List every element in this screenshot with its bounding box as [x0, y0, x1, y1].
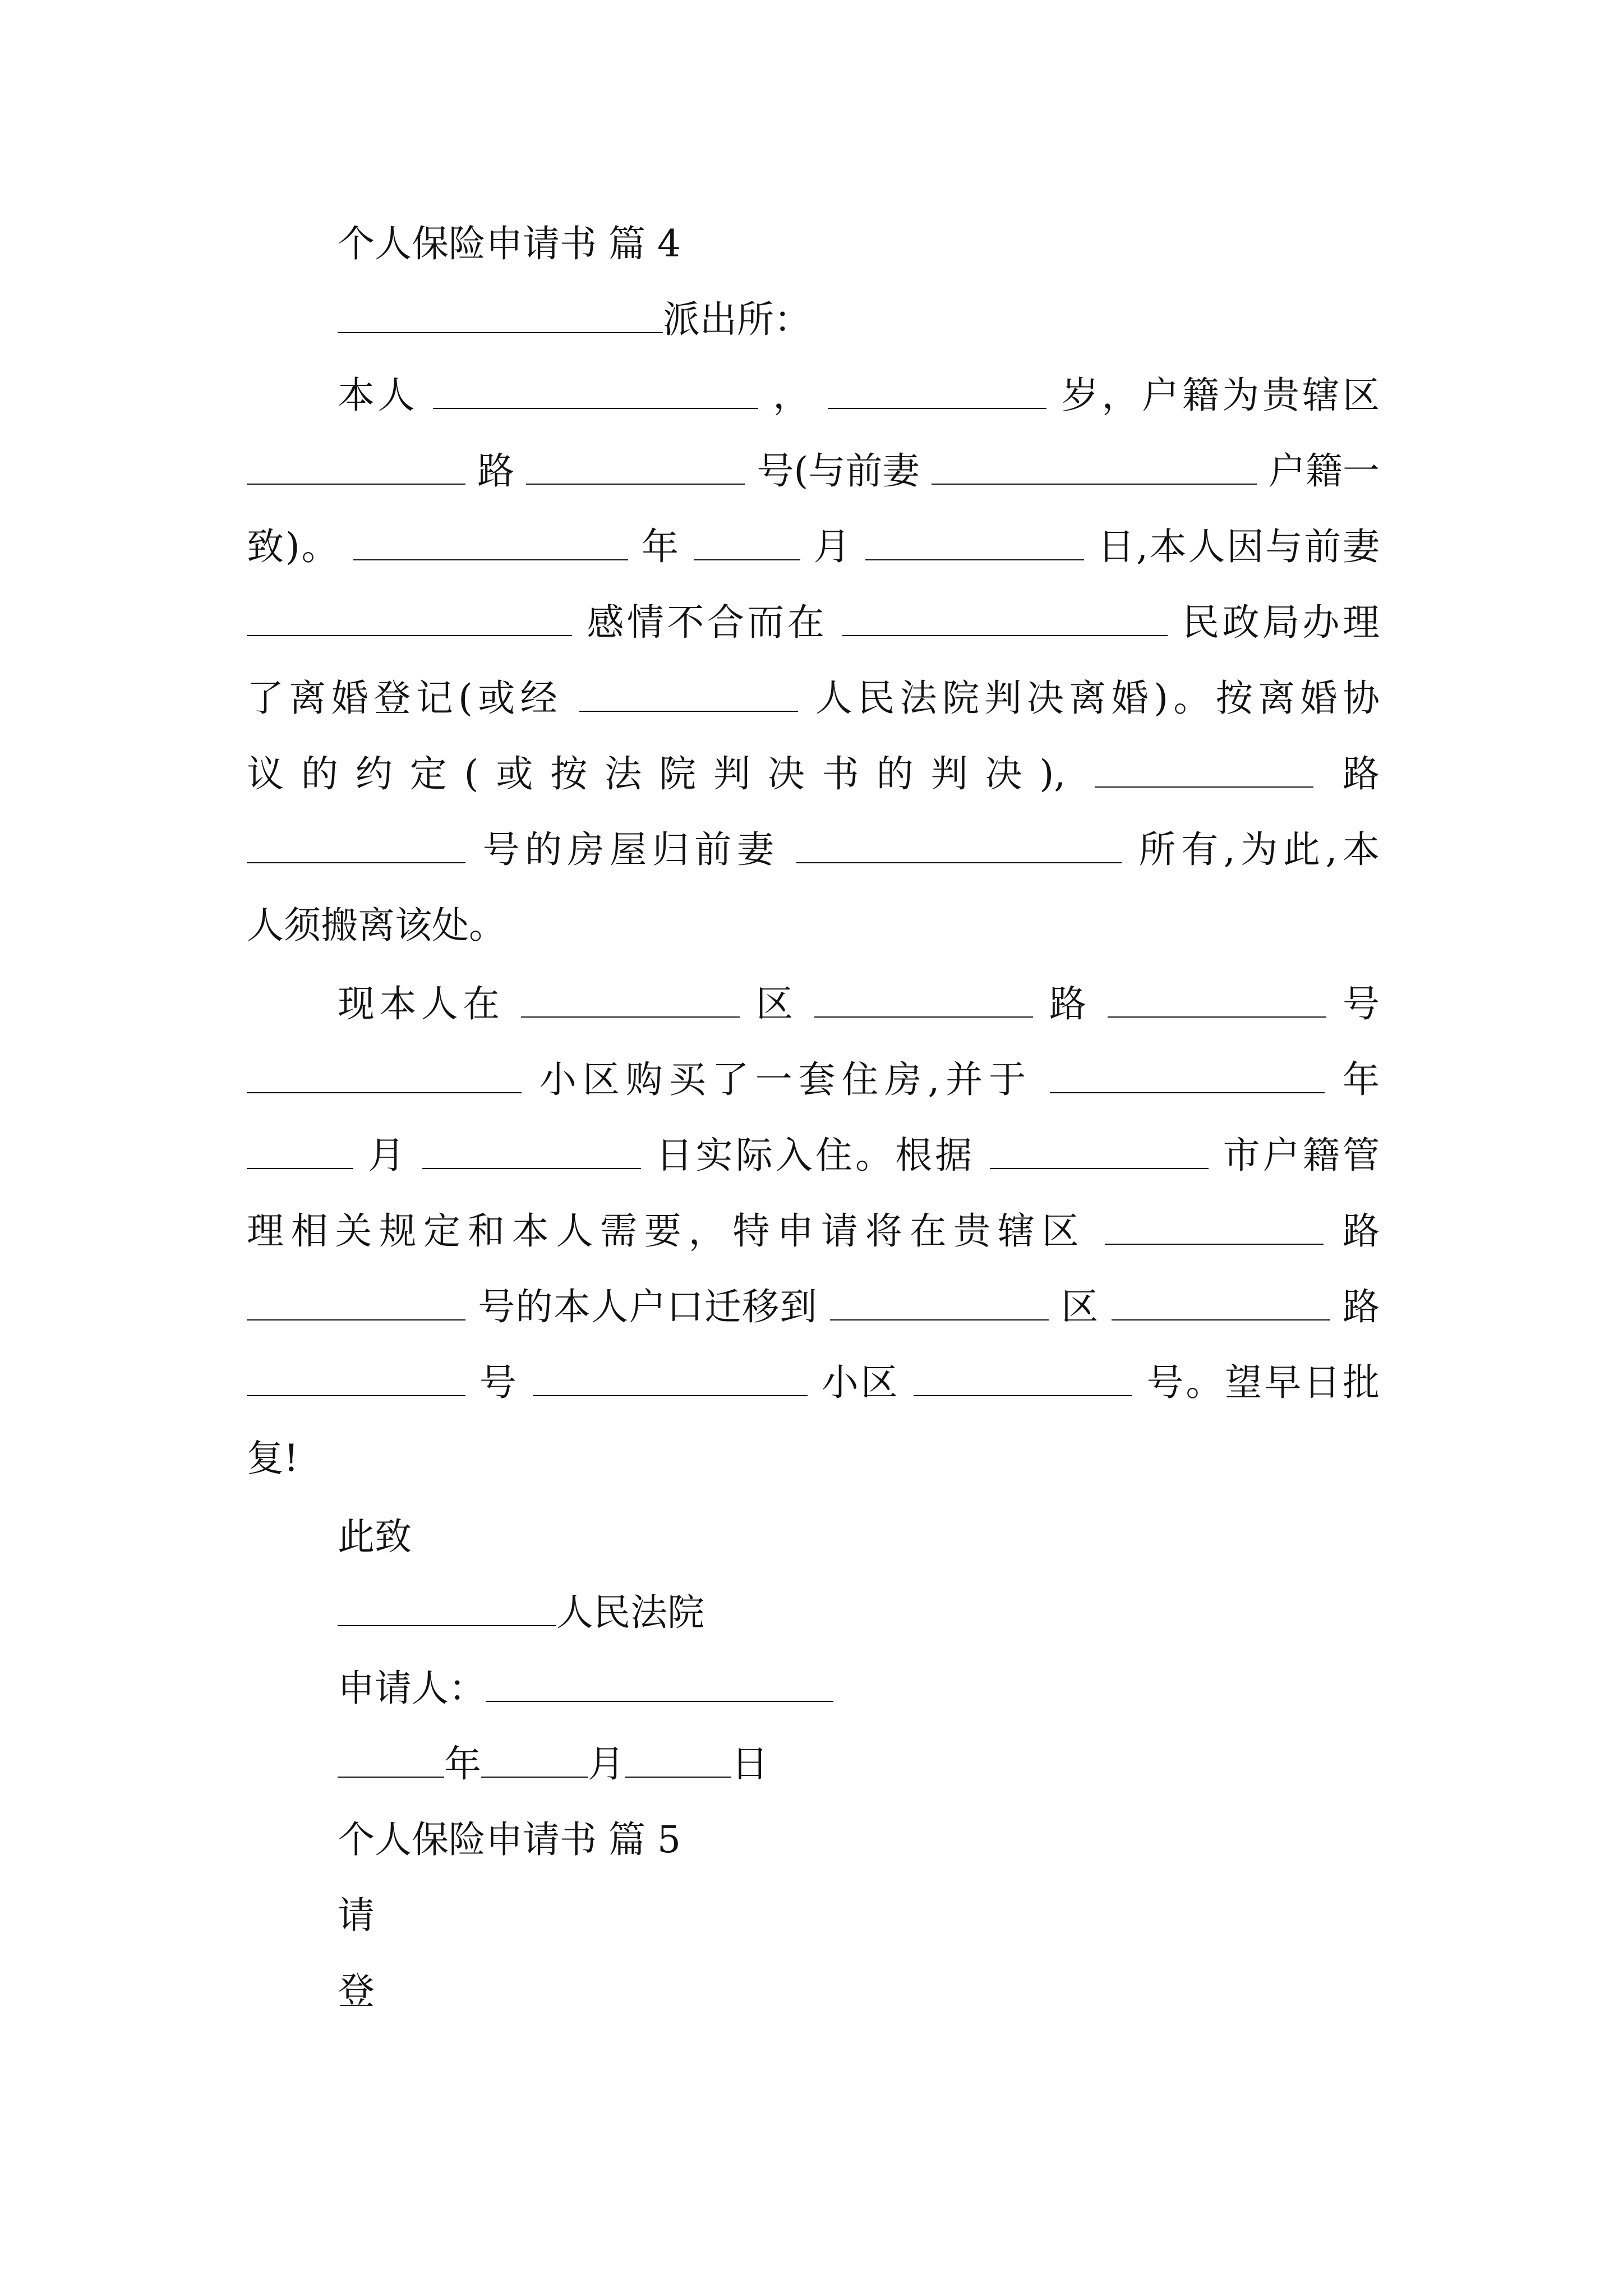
- recipient-court: 人民法院: [338, 1585, 704, 1641]
- paragraph-line-9: 现本人在 区 路 号: [338, 976, 1380, 1032]
- paragraph-line-11: 月 日实际入住。根据 市户籍管: [247, 1128, 1380, 1184]
- blank-field[interactable]: [932, 448, 1257, 485]
- paragraph-line-3: 致)。 年 月 日,本人因与前妻: [247, 519, 1380, 575]
- blank-field[interactable]: [422, 1132, 641, 1169]
- blank-field[interactable]: [1112, 1283, 1330, 1320]
- blank-field[interactable]: [796, 826, 1122, 863]
- paragraph-line-5: 了离婚登记(或经 人民法院判决离婚)。按离婚协: [247, 670, 1380, 726]
- blank-field[interactable]: [1108, 981, 1326, 1018]
- blank-field[interactable]: [247, 1359, 465, 1396]
- blank-field[interactable]: [247, 826, 465, 863]
- trailing-line-2: 登: [338, 1970, 375, 2013]
- paragraph-line-1: 本人 ， 岁，户籍为贵辖区: [338, 367, 1380, 424]
- section-heading-5: 个人保险申请书 篇 5: [338, 1818, 681, 1861]
- section-heading-4: 个人保险申请书 篇 4: [338, 222, 681, 265]
- paragraph-line-12: 理相关规定和本人需要，特申请将在贵辖区 路: [247, 1203, 1380, 1259]
- blank-field[interactable]: [247, 1283, 465, 1320]
- blank-field[interactable]: [814, 981, 1033, 1018]
- blank-field[interactable]: [247, 1056, 522, 1093]
- trailing-line-1: 请: [338, 1894, 375, 1937]
- blank-field[interactable]: [338, 1589, 556, 1626]
- blank-field[interactable]: [828, 372, 1046, 409]
- paragraph-line-8: 人须搬离该处。: [247, 904, 506, 947]
- blank-field[interactable]: [1095, 751, 1313, 788]
- blank-field[interactable]: [842, 599, 1168, 636]
- paragraph-line-4: 感情不合而在 民政局办理: [247, 595, 1380, 651]
- blank-field[interactable]: [1050, 1056, 1325, 1093]
- blank-field[interactable]: [533, 1359, 808, 1396]
- paragraph-line-6: 议的约定(或按法院判决书的判决), 路: [247, 746, 1380, 802]
- greeting: 此致: [338, 1515, 412, 1558]
- blank-field[interactable]: [247, 448, 465, 485]
- paragraph-line-15: 复!: [247, 1437, 299, 1480]
- blank-field[interactable]: [353, 523, 628, 560]
- blank-field[interactable]: [338, 296, 663, 333]
- blank-field[interactable]: [830, 1283, 1049, 1320]
- blank-field[interactable]: [914, 1359, 1132, 1396]
- blank-field[interactable]: [990, 1132, 1209, 1169]
- paragraph-line-7: 号的房屋归前妻 所有,为此,本: [247, 822, 1380, 878]
- blank-field[interactable]: [521, 981, 740, 1018]
- paragraph-line-10: 小区购买了一套住房,并于 年: [247, 1052, 1380, 1108]
- date-line: 年 月 日: [338, 1736, 768, 1792]
- addressee-line: 派出所：: [338, 292, 811, 348]
- paragraph-line-13: 号的本人户口迁移到 区 路: [247, 1279, 1380, 1335]
- blank-field[interactable]: [625, 1741, 731, 1778]
- blank-field[interactable]: [247, 1132, 353, 1169]
- blank-field[interactable]: [865, 523, 1084, 560]
- paragraph-line-2: 路 号(与前妻 户籍一: [247, 443, 1380, 499]
- blank-field[interactable]: [694, 523, 800, 560]
- blank-field[interactable]: [526, 448, 745, 485]
- blank-field[interactable]: [1105, 1208, 1324, 1245]
- blank-field[interactable]: [247, 599, 572, 636]
- blank-field[interactable]: [579, 675, 798, 712]
- applicant-line: 申请人：: [338, 1660, 833, 1717]
- blank-field[interactable]: [433, 372, 758, 409]
- paragraph-line-14: 号 小区 号。望早日批: [247, 1355, 1380, 1411]
- blank-field[interactable]: [481, 1741, 588, 1778]
- blank-field[interactable]: [338, 1741, 444, 1778]
- applicant-signature-field[interactable]: [486, 1665, 833, 1702]
